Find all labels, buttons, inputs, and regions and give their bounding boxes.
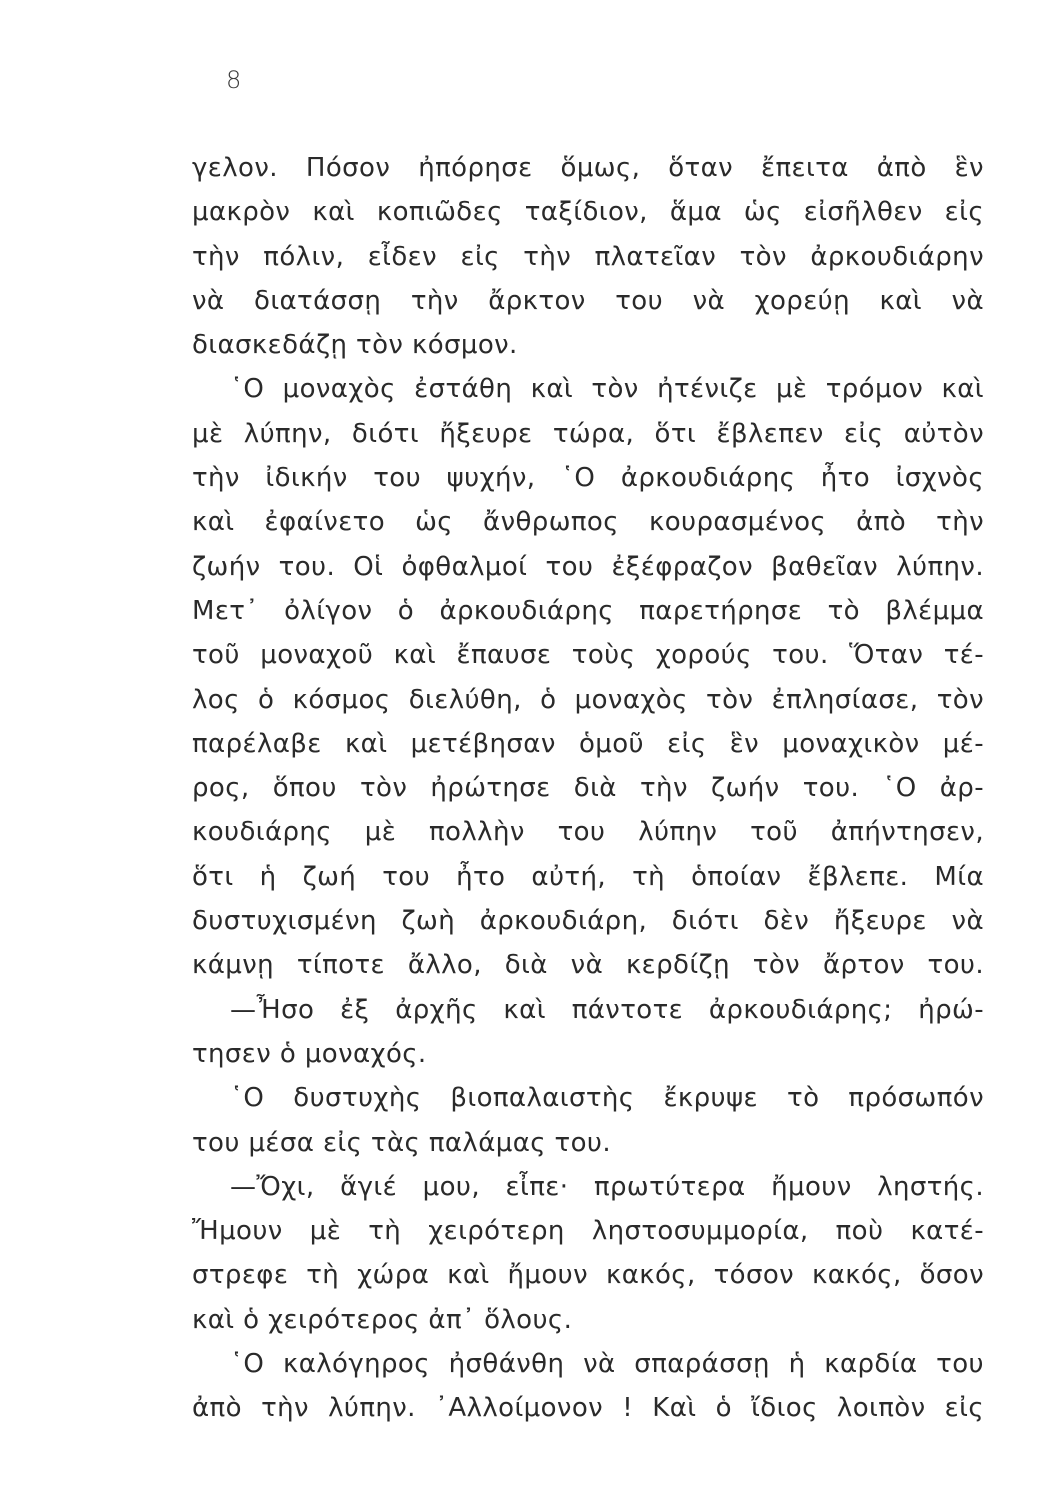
text-line: γελον. Πόσον ἠπόρησε ὅμως, ὅταν ἔπειτα ἀπὸ ἓν (192, 153, 984, 183)
text-line: τησεν ὁ μοναχός. (192, 1038, 427, 1069)
text-line: —Ἦσο ἐξ ἀρχῆς καὶ πάντοτε ἀρκουδιάρης; ἠρώ- (230, 994, 984, 1025)
text-line: λος ὁ κόσμος διελύθη, ὁ μοναχὸς τὸν ἐπλησίασε, τὸν (192, 684, 984, 715)
text-line: ῾Ο δυστυχὴς βιοπαλαιστὴς ἔκρυψε τὸ πρόσωπόν (230, 1083, 984, 1114)
text-line: Ἤμουν μὲ τὴ χειρότερη ληστοσυμμορία, ποὺ κατέ- (192, 1216, 984, 1247)
body-text (192, 146, 984, 1431)
text-line: —Ὄχι, ἅγιέ μου, εἶπε· πρωτύτερα ἤμουν ληστής. (230, 1171, 984, 1202)
text-line: ὅτι ἡ ζωή του ἦτο αὐτή, τὴ ὁποίαν ἔβλεπε. Μία (192, 861, 984, 892)
text-line: ἀπὸ τὴν λύπην. ᾽Αλλοίμονον ! Καὶ ὁ ἴδιος λοιπὸν εἰς (192, 1393, 984, 1424)
text-line: διασκεδάζῃ τὸν κόσμον. (192, 330, 518, 361)
text-line: τὴν ἰδικήν του ψυχήν, ῾Ο ἀρκουδιάρης ἦτο ἰσχνὸς (192, 463, 984, 494)
text-line: ῾Ο μοναχὸς ἐστάθη καὶ τὸν ἠτένιζε μὲ τρόμον καὶ (230, 374, 984, 405)
text-line: καὶ ἐφαίνετο ὡς ἄνθρωπος κουρασμένος ἀπὸ τὴν (192, 507, 984, 538)
text-line: παρέλαβε καὶ μετέβησαν ὁμοῦ εἰς ἓν μοναχικὸν μέ- (192, 728, 984, 759)
text-line: στρεφε τὴ χώρα καὶ ἤμουν κακός, τόσον κακός, ὅσον (192, 1260, 984, 1291)
text-line: ζωήν του. Οἱ ὀφθαλμοί του ἐξέφραζον βαθεῖαν λύπην. (192, 551, 984, 582)
text-line: μακρὸν καὶ κοπιῶδες ταξίδιον, ἅμα ὡς εἰσῆλθεν εἰς (192, 197, 984, 228)
text-line: κουδιάρης μὲ πολλὴν του λύπην τοῦ ἀπήντησεν, (192, 817, 984, 848)
text-line: καὶ ὁ χειρότερος ἀπ᾽ ὅλους. (192, 1304, 573, 1335)
page-number: 8 (226, 66, 242, 94)
text-line: μὲ λύπην, διότι ἤξευρε τώρα, ὅτι ἔβλεπεν εἰς αὐτὸν (192, 418, 984, 449)
text-line: κάμνῃ τίποτε ἄλλο, διὰ νὰ κερδίζῃ τὸν ἄρτον του. (192, 950, 984, 981)
text-line: του μέσα εἰς τὰς παλάμας του. (192, 1127, 612, 1158)
text-line: τοῦ μοναχοῦ καὶ ἔπαυσε τοὺς χορούς του. Ὅταν τέ- (192, 640, 984, 671)
text-line: Μετ᾽ ὀλίγον ὁ ἀρκουδιάρης παρετήρησε τὸ βλέμμα (192, 595, 984, 626)
text-line: τὴν πόλιν, εἶδεν εἰς τὴν πλατεῖαν τὸν ἀρκουδιάρην (192, 241, 984, 272)
text-line: δυστυχισμένη ζωὴ ἀρκουδιάρη, διότι δὲν ἤξευρε νὰ (192, 906, 984, 937)
text-line: νὰ διατάσσῃ τὴν ἄρκτον του νὰ χορεύῃ καὶ νὰ (192, 285, 984, 316)
text-line: ρος, ὅπου τὸν ἠρώτησε διὰ τὴν ζωήν του. ῾Ο ἀρ- (192, 773, 984, 804)
text-line: ῾Ο καλόγηρος ἠσθάνθη νὰ σπαράσσῃ ἡ καρδία του (230, 1349, 984, 1380)
